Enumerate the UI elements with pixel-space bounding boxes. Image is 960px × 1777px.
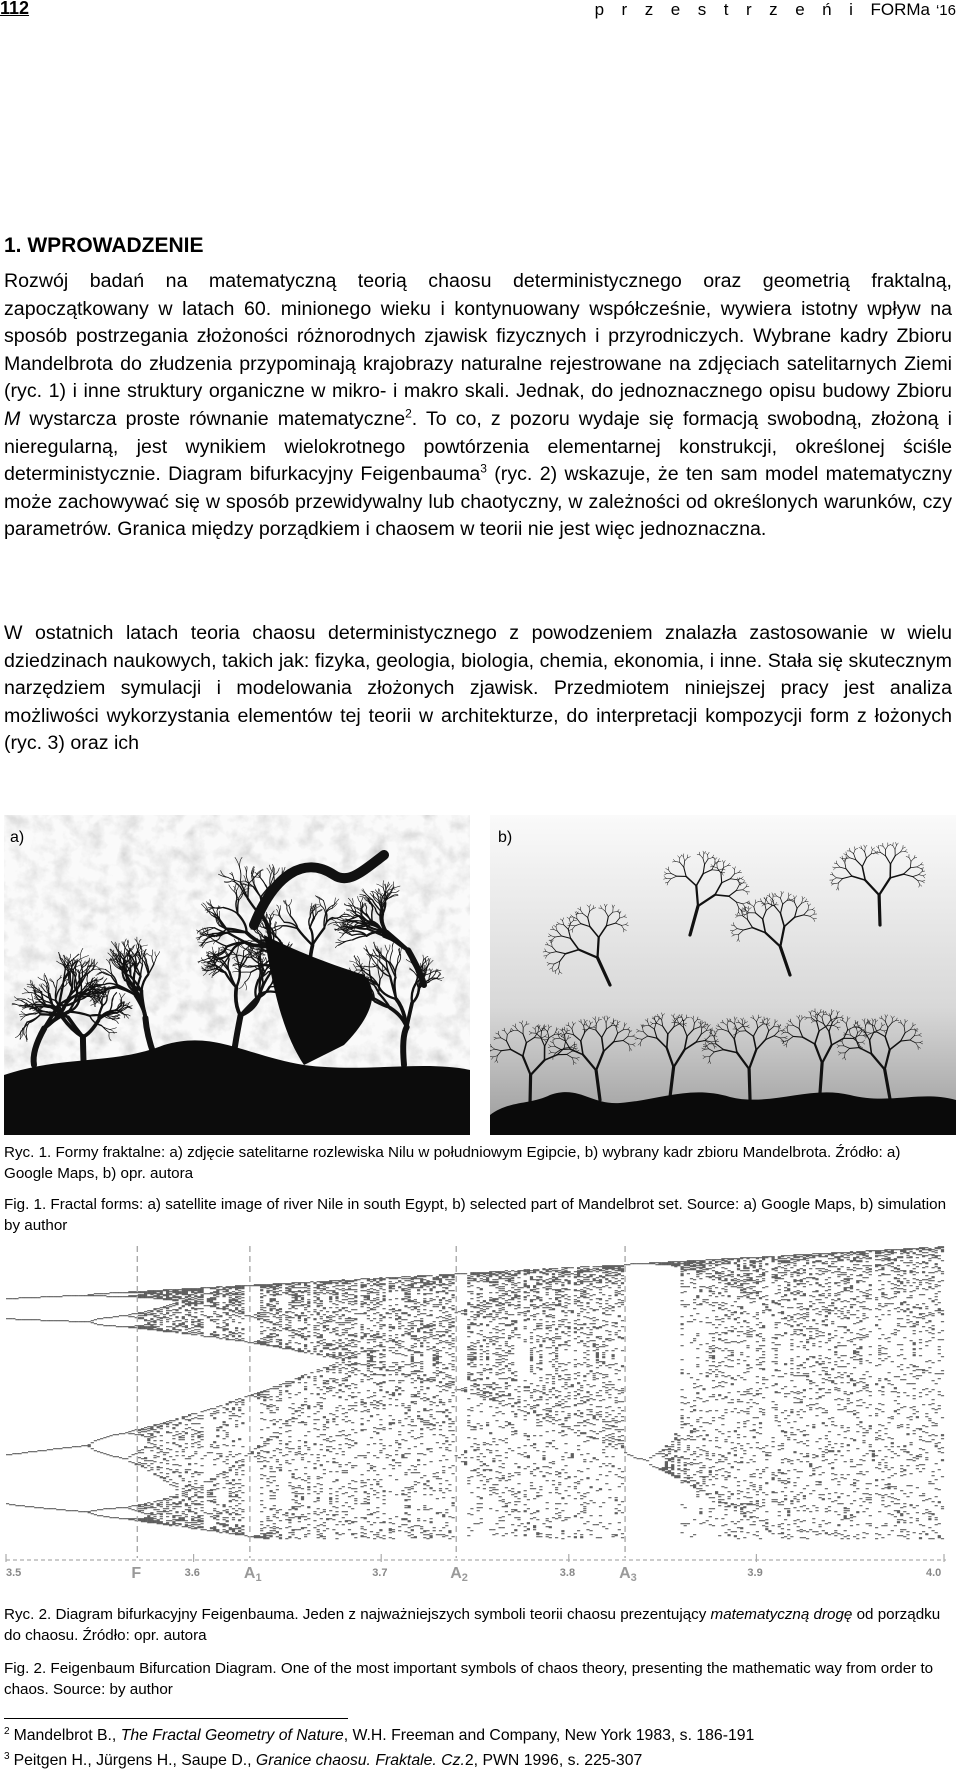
marker-label-sub-3: 3 xyxy=(630,1572,637,1584)
marker-label-0: F xyxy=(131,1565,142,1582)
footnote-2-number: 2 xyxy=(4,1725,10,1737)
footnote-rule xyxy=(4,1718,348,1719)
marker-label-3: A3 xyxy=(619,1565,637,1584)
figure-2-bifurcation-diagram xyxy=(4,1238,956,1588)
paragraph-intro xyxy=(4,268,952,544)
paragraph-second: W ostatnich latach teoria chaosu deterministycznego z powodzeniem znalazła zastosowanie w wielu dziedzinach naukowych, takich jak: fizyka, geologia, biologia, chemia, ekonomia, i inne. Stała się skutecznym narzędziem symulacji i modelowania złożonych zjawisk. Przedmiotem niniejszej pracy jest analiza możliwości wykorzystania elementów tej teorii w architekturze, do interpretacji kompozycji form z łożonych (ryc. 3) oraz ich xyxy=(4,622,952,755)
figure-2-caption-pl-1: Ryc. 2. Diagram bifurkacyjny Feigenbauma. Jeden z najważniejszych symboli teorii chaosu prezentujący xyxy=(4,1606,711,1623)
figure-2-caption-en: Fig. 2. Feigenbaum Bifurcation Diagram. One of the most important symbols of chaos theory, presenting the mathematic way from order to chaos. Source: by author xyxy=(4,1660,934,1698)
p1-text-4: (ryc. 2) wskazuje, że ten sam model matematyczny może zachowywać się w sposób przewidywalny lub chaotyczny, w zależności od określonych warunków, czy parametrów. Granica między porządkiem i chaosem w teorii nie jest więc jednoznaczna. xyxy=(4,463,952,541)
p1-set-symbol: M xyxy=(4,407,21,430)
figure-1-caption-pl: Ryc. 1. Formy fraktalne: a) zdjęcie satelitarne rozlewiska Nilu w południowym Egipcie, b) wybrany kadr zbioru Mandelbrota. Źródło: a) Google Maps, b) opr. autora xyxy=(4,1144,901,1182)
x-tick-label-1: 3.6 xyxy=(184,1567,200,1579)
running-title-forma: FORMa xyxy=(870,0,930,19)
bifurcation-diagram-svg xyxy=(4,1238,956,1588)
footnote-3-number: 3 xyxy=(4,1750,10,1762)
x-tick-label-5: 4.0 xyxy=(926,1567,942,1579)
figure-1a-satellite-image xyxy=(4,815,470,1135)
x-tick-label-4: 3.9 xyxy=(747,1567,763,1579)
p1-text-3: . To co, z pozoru wydaje się formacją swobodną, złożoną i nieregularną, jest wynikiem wielokrotnego powtórzenia elementarnej konstrukcji, określonej ściśle deterministycznie. Diagram bifurkacyjny Feigenbauma xyxy=(4,407,952,486)
running-title-year: ‘16 xyxy=(935,2,956,19)
figure-1b-mandelbrot-detail xyxy=(490,815,956,1135)
marker-label-sub-2: 2 xyxy=(461,1572,468,1584)
footnote-2-text-a: Mandelbrot B., xyxy=(13,1727,121,1744)
x-tick-label-2: 3.7 xyxy=(372,1567,388,1579)
running-title-text: p r z e s t r z e ń i xyxy=(594,0,860,19)
section-title: 1. WPROWADZENIE xyxy=(4,234,204,257)
footnote-ref-3[interactable]: 3 xyxy=(480,461,487,476)
marker-label-2: A2 xyxy=(450,1565,468,1584)
page-number: 112 xyxy=(0,0,30,18)
footnote-ref-2[interactable]: 2 xyxy=(405,406,412,421)
figure-1a-label: a) xyxy=(10,829,25,846)
page-header xyxy=(0,0,960,26)
x-tick-label-3: 3.8 xyxy=(559,1567,576,1579)
x-tick-label-0: 3.5 xyxy=(6,1567,22,1579)
p1-text-2: wystarcza proste równanie matematyczne xyxy=(20,407,406,430)
figure-1-caption-en: Fig. 1. Fractal forms: a) satellite image of river Nile in south Egypt, b) selected part of Mandelbrot set. Source: a) Google Maps, b) simulation by author xyxy=(4,1196,947,1234)
figure-2-caption-pl-2: od porządku do chaosu. Źródło: opr. autora xyxy=(4,1606,941,1644)
footnote-2 xyxy=(4,1725,754,1747)
footnote-3-text-b: 2, PWN 1996, s. 225-307 xyxy=(464,1752,643,1769)
marker-label-sub-1: 1 xyxy=(255,1572,262,1584)
marker-label-1: A1 xyxy=(243,1565,262,1584)
plot-background xyxy=(4,1238,956,1588)
figure-1 xyxy=(4,815,956,1135)
p1-text-1: Rozwój badań na matematyczną teorią chaosu deterministycznego oraz geometrią fraktalną, zapoczątkowany w latach 60. minionego wieku i kontynuowany współcześnie, wywiera istotny wpływ na sposób postrzegania złożoności różnorodnych zjawisk fizycznych i przyrodniczych. Wybrane kadry Zbioru Mandelbrota do złudzenia przypominają krajobrazy naturalne rejestrowane na zdjęciach satelitarnych Ziemi (ryc. 1) i inne struktury organiczne w mikro- i makro skali. Jednak, do jednoznacznego opisu budowy Zbioru xyxy=(4,270,952,403)
figure-1b-label: b) xyxy=(498,829,513,846)
running-title xyxy=(595,0,956,20)
figure-2-caption-pl xyxy=(4,1604,952,1646)
footnote-2-title: The Fractal Geometry of Nature xyxy=(120,1727,344,1744)
footnote-3 xyxy=(4,1750,642,1772)
figure-2-caption-pl-italic: matematyczną drogę xyxy=(710,1606,853,1623)
footnote-3-title: Granice chaosu. Fraktale. Cz. xyxy=(255,1752,465,1769)
footnote-2-text-b: , W.H. Freeman and Company, New York 1983, s. 186-191 xyxy=(343,1727,755,1744)
footnote-3-text-a: Peitgen H., Jürgens H., Saupe D., xyxy=(13,1752,256,1769)
